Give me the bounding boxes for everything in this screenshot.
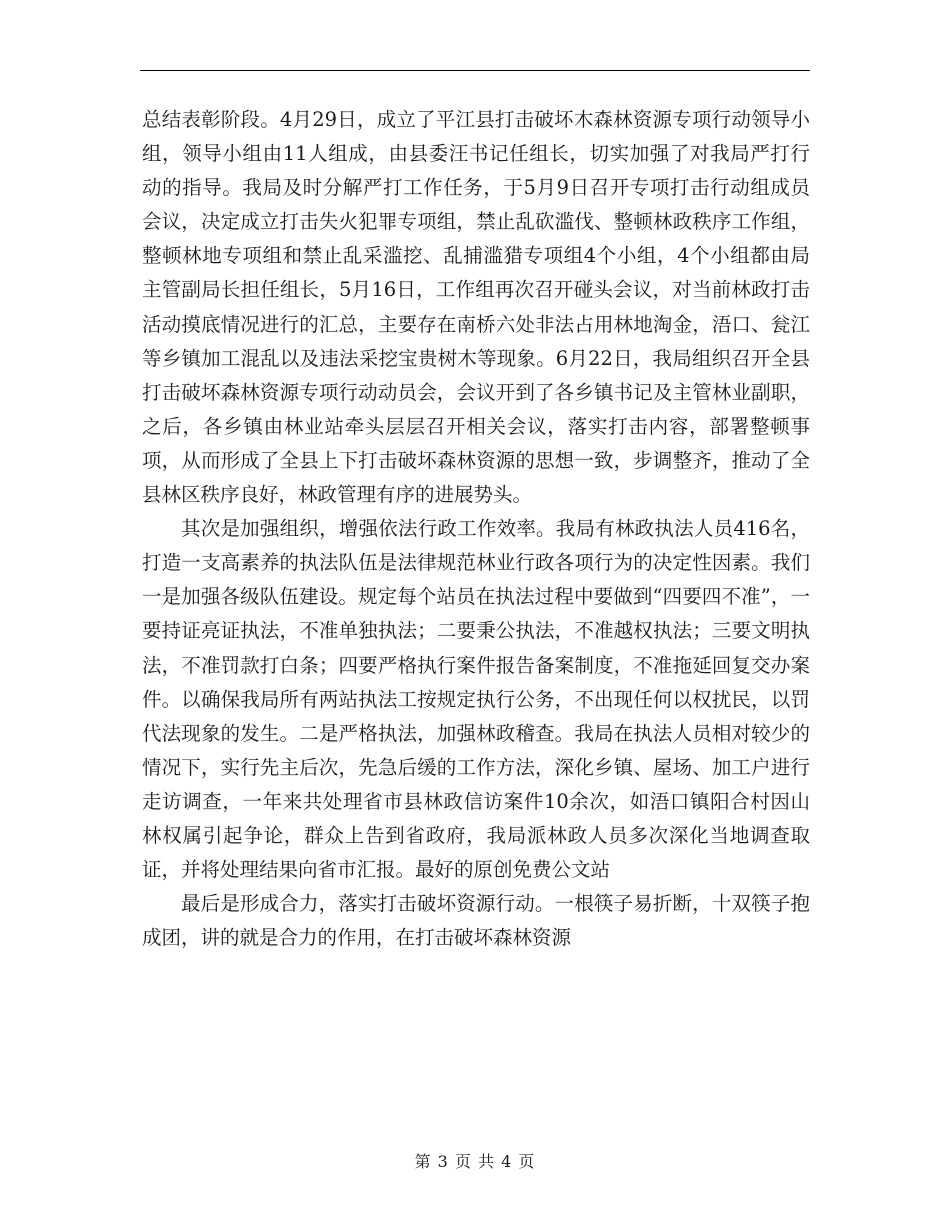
body-text [142, 103, 810, 955]
paragraph-3: 最后是形成合力，落实打击破坏资源行动。一根筷子易折断，十双筷子抱成团，讲的就是合力的作用，在打击破坏森林资源 [142, 892, 810, 950]
header-rule [140, 70, 810, 71]
paragraph-2: 其次是加强组织，增强依法行政工作效率。我局有林政执法人员416名，打造一支高素养的执法队伍是法律规范林业行政各项行为的决定性因素。我们一是加强各级队伍建设。规定每个站员在执法过程中要做到“四要四不准”，一要持证亮证执法，不准单独执法；二要秉公执法，不准越权执法；三要文明执法，不准罚款打白条；四要严格执行案件报告备案制度，不准拖延回复交办案件。以确保我局所有两站执法工按规定执行公务，不出现任何以权扰民，以罚代法现象的发生。二是严格执法，加强林政稽查。我局在执法人员相对较少的情况下，实行先主后次，先急后缓的工作方法，深化乡镇、屋场、加工户进行走访调查，一年来共处理省市县林政信访案件10余次，如浯口镇阳合村因山林权属引起争论，群众上告到省政府，我局派林政人员多次深化当地调查取证，并将处理结果向省市汇报。最好的原创免费公文站 [142, 517, 810, 882]
paragraph-1: 总结表彰阶段。4月29日，成立了平江县打击破坏木森林资源专项行动领导小组，领导小组由11人组成，由县委汪书记任组长，切实加强了对我局严打行动的指导。我局及时分解严打工作任务，于5月9日召开专项打击行动组成员会议，决定成立打击失火犯罪专项组，禁止乱砍滥伐、整顿林政秩序工作组，整顿林地专项组和禁止乱采滥挖、乱捕滥猎专项组4个小组，4个小组都由局主管副局长担任组长，5月16日，工作组再次召开碰头会议，对当前林政打击活动摸底情况进行的汇总，主要存在南桥六处非法占用林地淘金，浯口、瓮江等乡镇加工混乱以及违法采挖宝贵树木等现象。6月22日，我局组织召开全县打击破坏森林资源专项行动动员会，会议开到了各乡镇书记及主管林业副职，之后，各乡镇由林业站牵头层层召开相关会议，落实打击内容，部署整顿事项，从而形成了全县上下打击破坏森林资源的思想一致，步调整齐，推动了全县林区秩序良好，林政管理有序的进展势头。 [142, 108, 810, 507]
page-number-footer: 第 3 页 共 4 页 [414, 1152, 536, 1171]
